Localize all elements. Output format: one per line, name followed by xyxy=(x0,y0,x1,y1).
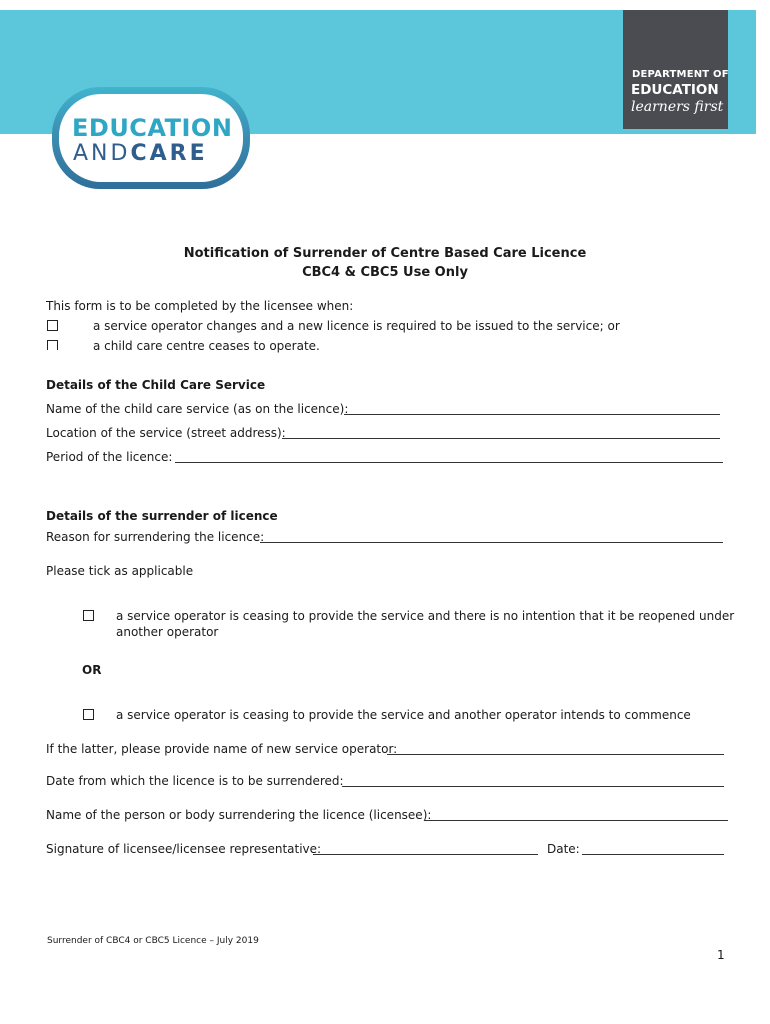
intro-text: This form is to be completed by the licensee when: xyxy=(46,299,354,313)
service-heading: Details of the Child Care Service xyxy=(46,378,266,392)
licence-period-label: Period of the licence: xyxy=(46,450,173,464)
tick-instruction: Please tick as applicable xyxy=(46,564,194,578)
new-operator-field[interactable] xyxy=(387,754,724,755)
service-location-label: Location of the service (street address): xyxy=(46,426,286,440)
date-label: Date: xyxy=(547,842,580,856)
service-location-field[interactable] xyxy=(282,438,720,439)
form-subtitle: CBC4 & CBC5 Use Only xyxy=(302,265,468,280)
reason-label: Reason for surrendering the licence: xyxy=(46,530,265,544)
surrender-date-label: Date from which the licence is to be surrendered: xyxy=(46,774,344,788)
surrender-option-2-checkbox[interactable] xyxy=(83,709,94,720)
intro-checkbox-2[interactable] xyxy=(47,340,58,350)
footer-text: Surrender of CBC4 or CBC5 Licence – July 2019 xyxy=(47,936,259,946)
licence-period-field[interactable] xyxy=(175,462,723,463)
surrender-heading: Details of the surrender of licence xyxy=(46,509,278,523)
surrender-option-1-checkbox[interactable] xyxy=(83,610,94,621)
service-name-field[interactable] xyxy=(344,414,720,415)
intro-checkbox-1[interactable] xyxy=(47,320,58,331)
surrender-option-1-line1: a service operator is ceasing to provide the service and there is no intention that it be reopened under xyxy=(116,609,735,623)
surrender-option-2: a service operator is ceasing to provide the service and another operator intends to commence xyxy=(116,708,691,722)
dept-tagline: learners first xyxy=(631,99,724,115)
licensee-name-label: Name of the person or body surrendering the licence (licensee): xyxy=(46,808,432,822)
service-name-label: Name of the child care service (as on the licence): xyxy=(46,402,349,416)
department-logo xyxy=(623,10,728,129)
page-number: 1 xyxy=(717,948,725,962)
surrender-date-field[interactable] xyxy=(342,786,724,787)
signature-field[interactable] xyxy=(313,854,538,855)
education-and-care-logo xyxy=(52,87,250,189)
logo-word-and-care: ANDCARE xyxy=(73,141,208,166)
new-operator-label: If the latter, please provide name of new service operator: xyxy=(46,742,398,756)
intro-option-1: a service operator changes and a new licence is required to be issued to the service; or xyxy=(93,319,620,333)
form-title: Notification of Surrender of Centre Based Care Licence xyxy=(183,246,587,261)
surrender-option-1-line2: another operator xyxy=(116,625,219,639)
or-label: OR xyxy=(82,663,102,677)
date-field[interactable] xyxy=(582,854,724,855)
dept-line2: EDUCATION xyxy=(631,82,719,98)
intro-option-2: a child care centre ceases to operate. xyxy=(93,339,320,353)
licensee-name-field[interactable] xyxy=(424,820,728,821)
reason-field[interactable] xyxy=(260,542,723,543)
logo-word-education: EDUCATION xyxy=(72,114,233,142)
dept-line1: DEPARTMENT OF xyxy=(632,69,729,80)
signature-label: Signature of licensee/licensee representative: xyxy=(46,842,322,856)
